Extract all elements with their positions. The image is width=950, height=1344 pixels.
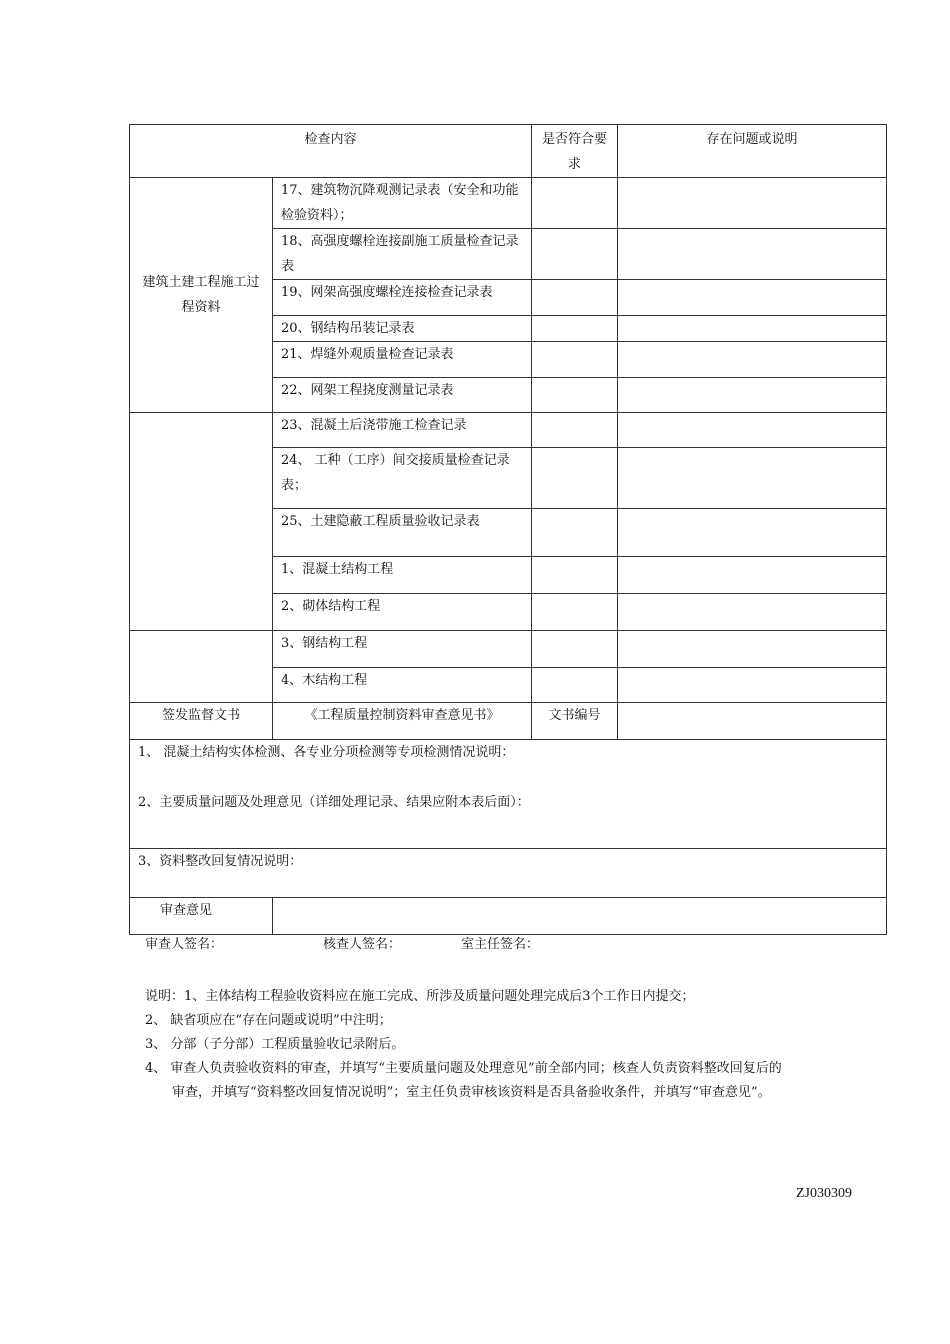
header-content: 检查内容	[130, 125, 532, 178]
document-code: ZJ030309	[796, 1186, 852, 1201]
item-label: 4、木结构工程	[273, 668, 532, 703]
sections-cell[interactable]	[130, 740, 887, 849]
doc-number-cell[interactable]	[618, 703, 887, 740]
review-cell[interactable]	[273, 898, 887, 935]
conform-cell[interactable]	[532, 178, 618, 229]
note-3: 3、 分部（子分部）工程质量验收记录附后。	[145, 1037, 405, 1052]
section-1-label: 1、 混凝土结构实体检测、各专业分项检测等专项检测情况说明：	[138, 745, 515, 760]
header-conform: 是否符合要求	[532, 125, 618, 178]
issue-cell[interactable]	[618, 413, 887, 448]
table-row	[130, 413, 887, 448]
conform-cell[interactable]	[532, 631, 618, 668]
issue-cell[interactable]	[618, 342, 887, 378]
note-1: 说明：1、主体结构工程验收资料应在施工完成、所涉及质量问题处理完成后3个工作日内提交；	[145, 989, 695, 1004]
item-label: 2、砌体结构工程	[273, 594, 532, 631]
section-2-label: 2、主要质量问题及处理意见（详细处理记录、结果应附本表后面）：	[138, 795, 530, 810]
conform-cell[interactable]	[532, 413, 618, 448]
item-label: 21、焊缝外观质量检查记录表	[273, 342, 532, 378]
doc-number-label: 文书编号	[532, 703, 618, 740]
conform-cell[interactable]	[532, 280, 618, 316]
conform-cell[interactable]	[532, 557, 618, 594]
conform-cell[interactable]	[532, 378, 618, 413]
conform-cell[interactable]	[532, 316, 618, 342]
checker-signature: 核查人签名：	[323, 937, 402, 952]
item-label: 25、土建隐蔽工程质量验收记录表	[273, 509, 532, 557]
sections-row	[130, 740, 887, 849]
table-row	[130, 178, 887, 229]
notes	[145, 985, 875, 1105]
conform-cell[interactable]	[532, 668, 618, 703]
item-label: 22、网架工程挠度测量记录表	[273, 378, 532, 413]
item-label: 17、建筑物沉降观测记录表（安全和功能检验资料）；	[273, 178, 532, 229]
item-label: 3、钢结构工程	[273, 631, 532, 668]
issue-cell[interactable]	[618, 631, 887, 668]
director-signature: 室主任签名：	[461, 937, 540, 952]
issue-cell[interactable]	[618, 229, 887, 280]
issue-cell[interactable]	[618, 178, 887, 229]
group-label-empty	[130, 631, 273, 703]
review-row	[130, 898, 887, 935]
issue-doc-name: 《工程质量控制资料审查意见书》	[273, 703, 532, 740]
table-row	[130, 631, 887, 668]
issue-cell[interactable]	[618, 509, 887, 557]
inspection-table	[129, 124, 887, 935]
issue-cell[interactable]	[618, 594, 887, 631]
item-label: 24、 工种（工序）间交接质量检查记录表；	[273, 448, 532, 509]
item-label: 20、钢结构吊装记录表	[273, 316, 532, 342]
issue-cell[interactable]	[618, 557, 887, 594]
issue-doc-row	[130, 703, 887, 740]
issue-doc-label: 签发监督文书	[130, 703, 273, 740]
conform-cell[interactable]	[532, 448, 618, 509]
issue-cell[interactable]	[618, 448, 887, 509]
note-4: 4、 审查人负责验收资料的审查，并填写“主要质量问题及处理意见”前全部内同；核查人负责资料整改回复后的	[145, 1061, 782, 1076]
note-2: 2、 缺省项应在“存在问题或说明”中注明；	[145, 1013, 392, 1028]
conform-cell[interactable]	[532, 342, 618, 378]
section-3-label: 3、资料整改回复情况说明：	[138, 854, 303, 869]
header-issue: 存在问题或说明	[618, 125, 887, 178]
header-row	[130, 125, 887, 178]
item-label: 23、混凝土后浇带施工检查记录	[273, 413, 532, 448]
item-label: 1、混凝土结构工程	[273, 557, 532, 594]
item-label: 19、网架高强度螺栓连接检查记录表	[273, 280, 532, 316]
item-label: 18、高强度螺栓连接副施工质量检查记录表	[273, 229, 532, 280]
conform-cell[interactable]	[532, 594, 618, 631]
group-label: 建筑土建工程施工过程资料	[130, 178, 273, 413]
review-label: 审查意见	[130, 898, 273, 935]
conform-cell[interactable]	[532, 229, 618, 280]
issue-cell[interactable]	[618, 316, 887, 342]
section-3-cell[interactable]	[130, 849, 887, 898]
issue-cell[interactable]	[618, 378, 887, 413]
conform-cell[interactable]	[532, 509, 618, 557]
section-3-row	[130, 849, 887, 898]
issue-cell[interactable]	[618, 668, 887, 703]
group-label-empty	[130, 413, 273, 631]
reviewer-signature: 审查人签名：	[145, 937, 224, 952]
note-4-cont: 审查，并填写“资料整改回复情况说明”；室主任负责审核该资料是否具备验收条件，并填写“审查意见”。	[172, 1085, 771, 1100]
issue-cell[interactable]	[618, 280, 887, 316]
